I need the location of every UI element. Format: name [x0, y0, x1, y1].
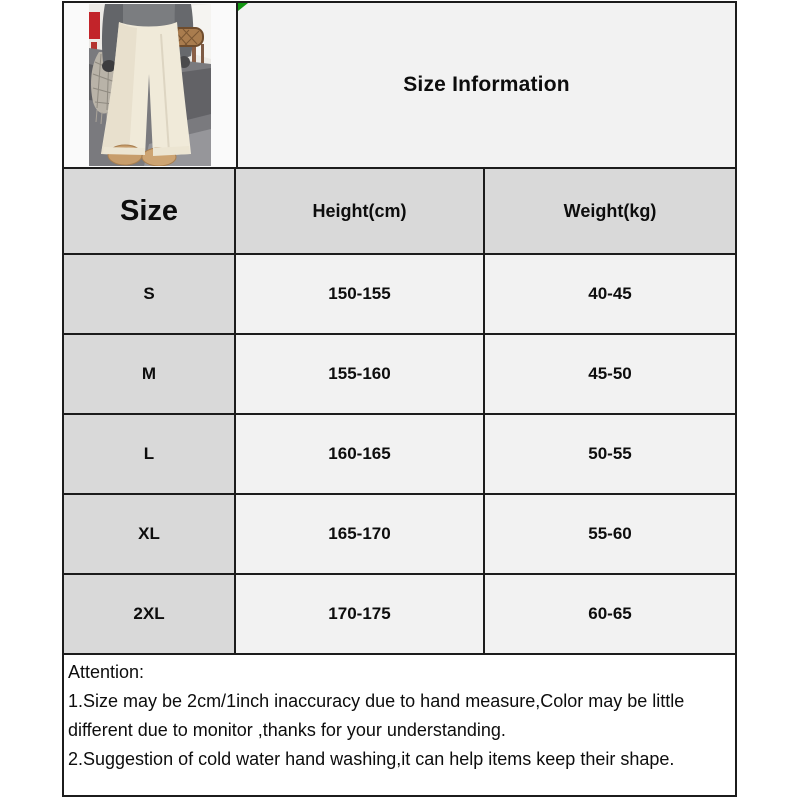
table-row: [64, 415, 735, 495]
height-cell: 150-155: [236, 255, 485, 333]
size-cell: S: [64, 255, 236, 333]
height-cell: 165-170: [236, 495, 485, 573]
weight-cell: 60-65: [588, 604, 632, 623]
attention-line-1: 1.Size may be 2cm/1inch inaccuracy due to hand measure,Color may be little different due to monitor ,thanks for your understanding.: [68, 691, 685, 740]
page-title: Size Information: [403, 73, 570, 96]
size-cell: L: [64, 415, 236, 493]
size-chart-sheet: [62, 1, 737, 797]
table-row: [64, 255, 735, 335]
weight-cell: 40-45: [588, 284, 632, 303]
height-cell: 170-175: [236, 575, 485, 653]
pant-hem-left: [103, 147, 145, 155]
column-header-size: Size: [64, 169, 236, 253]
size-cell: 2XL: [64, 575, 236, 653]
weight-cell: 55-60: [588, 524, 632, 543]
green-corner-marker-icon: [238, 3, 248, 11]
column-header-weight: Weight(kg): [563, 200, 657, 221]
height-cell: 155-160: [236, 335, 485, 413]
red-object: [89, 12, 100, 39]
table-row: [64, 495, 735, 575]
size-cell: M: [64, 335, 236, 413]
size-cell: XL: [64, 495, 236, 573]
table-row: [64, 335, 735, 415]
height-cell: 160-165: [236, 415, 485, 493]
table-header-row: [64, 169, 735, 255]
weight-cell: 50-55: [588, 444, 632, 463]
attention-line-2: 2.Suggestion of cold water hand washing,it can help items keep their shape.: [68, 749, 675, 769]
table-row: [64, 575, 735, 655]
photo-cell: [64, 3, 238, 167]
attention-title: Attention:: [68, 662, 145, 682]
attention-note: [64, 655, 735, 795]
title-cell: [238, 3, 735, 167]
product-photo: [89, 4, 211, 166]
column-header-height: Height(cm): [236, 169, 485, 253]
top-section: [64, 3, 735, 169]
weight-cell: 45-50: [588, 364, 632, 383]
